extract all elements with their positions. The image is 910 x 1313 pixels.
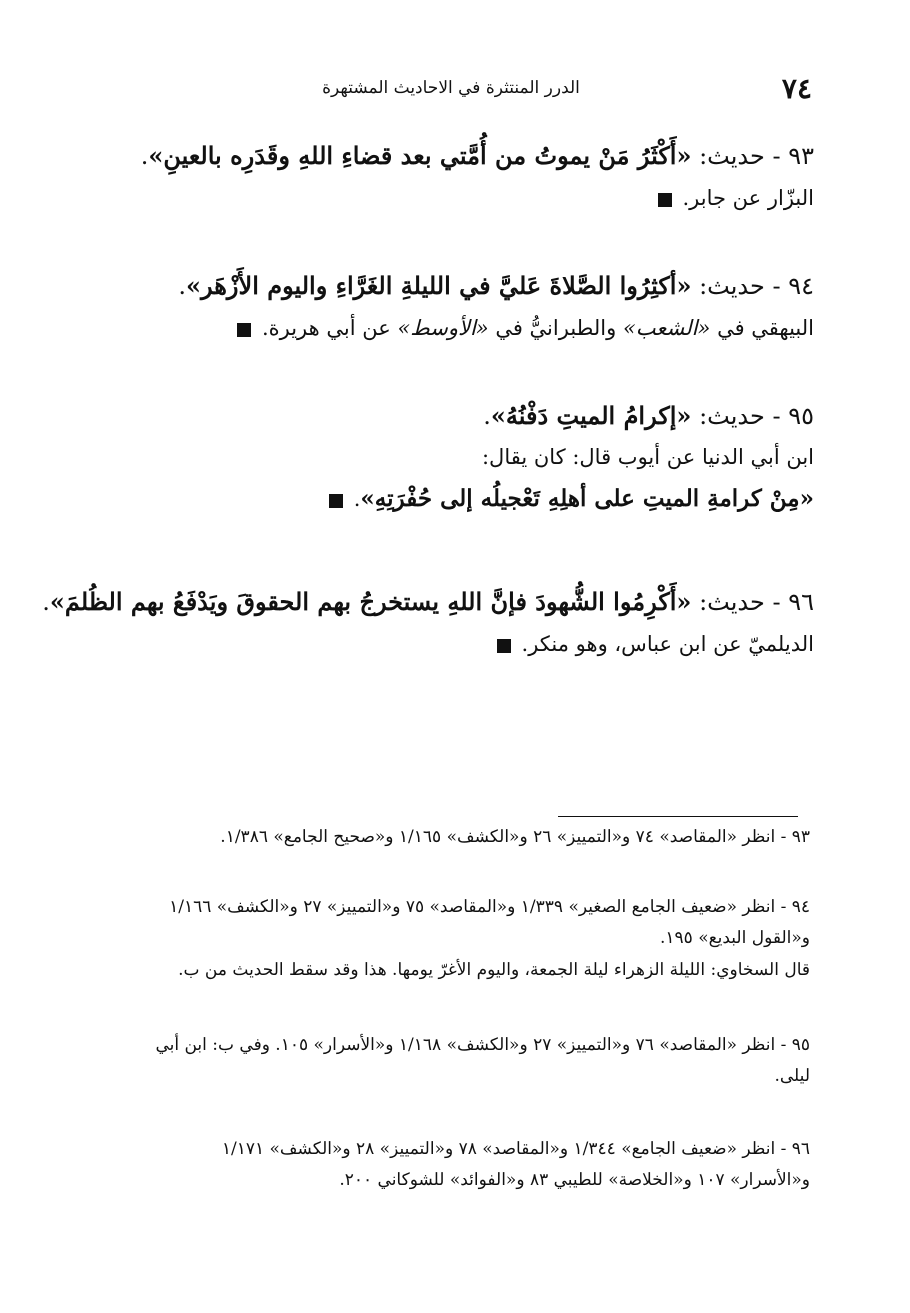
end-of-entry-mark xyxy=(497,639,511,653)
hadith-sources xyxy=(96,436,814,478)
sources-text: عن أبي هريرة. xyxy=(261,316,391,340)
hadith-sources xyxy=(96,176,814,220)
hadith-label: حديث xyxy=(707,588,765,616)
footnote-line: ليلى. xyxy=(774,1066,810,1087)
footnote-line: ٩٦ - انظر «ضعيف الجامع» ١/٣٤٤ و«المقاصد» ٧٨ و«التمييز» ٢٨ و«الكشف» ١/١٧١ xyxy=(221,1139,810,1159)
sources-text: الديلميّ عن ابن عباس، وهو منكر. xyxy=(521,632,814,656)
running-title: الدرر المنتثرة في الاحاديث المشتهرة xyxy=(322,78,580,98)
hadith-text: «إكرامُ الميتِ دَفْنُهُ» xyxy=(490,401,692,430)
footnote-line: و«القول البديع» ١٩٥. xyxy=(659,928,810,949)
footnote-94 xyxy=(88,892,810,986)
page-header xyxy=(90,72,812,106)
hadith-sources xyxy=(96,306,814,350)
footnote-line: ٩٥ - انظر «المقاصد» ٧٦ و«التمييز» ٢٧ و«الكشف» ١/١٦٨ و«الأسرار» ١٠٥. وفي ب: ابن أبي xyxy=(155,1035,810,1055)
hadith-entry-94 xyxy=(96,266,814,350)
page-number: ٧٤ xyxy=(781,72,812,105)
hadith-number: ٩٥ xyxy=(788,402,814,430)
hadith-entry-96 xyxy=(42,582,814,666)
sources-text: البزّار عن جابر. xyxy=(682,186,814,210)
hadith-text: «أَكْرِمُوا الشُّهودَ فإنَّ اللهِ يستخرجُ بهم الحقوقَ ويَدْفَعُ بهم الظُلمَ» xyxy=(49,587,692,616)
footnote-separator xyxy=(558,816,798,817)
hadith-number: ٩٦ xyxy=(788,588,814,616)
hadith-label: حديث xyxy=(707,272,765,300)
book-title: «الشعب» xyxy=(622,316,711,340)
footnote-line: قال السخاوي: الليلة الزهراء ليلة الجمعة، واليوم الأغرّ يومها. هذا وقد سقط الحديث من ب. xyxy=(178,959,810,980)
hadith-entry-95 xyxy=(96,396,814,520)
hadith-line: ٩٣ - حديث: «أَكْثَرُ مَنْ يموتُ من أُمَّتي بعد قضاءِ اللهِ وقَدَرِه بالعينِ». xyxy=(140,141,814,170)
end-of-entry-mark xyxy=(329,494,343,508)
hadith-sources xyxy=(96,622,814,666)
book-title: «الأوسط» xyxy=(397,316,489,340)
sources-text: والطبرانيُّ في xyxy=(495,316,617,340)
hadith-label: حديث xyxy=(707,402,765,430)
footnote-line: ٩٣ - انظر «المقاصد» ٧٤ و«التمييز» ٢٦ و«الكشف» ١/١٦٥ و«صحيح الجامع» ١/٣٨٦. xyxy=(220,827,810,847)
hadith-line: ٩٤ - حديث: «أكثِرُوا الصَّلاةَ عَليَّ في الليلةِ الغَرَّاءِ واليوم الأَزْهَر». xyxy=(178,271,814,300)
hadith-text: «أَكْثَرُ مَنْ يموتُ من أُمَّتي بعد قضاءِ اللهِ وقَدَرِه بالعينِ» xyxy=(148,141,692,170)
sources-text: البيهقي في xyxy=(717,316,814,340)
quote-text: «مِنْ كرامةِ الميتِ على أهلِهِ تَعْجيلُه إلى حُفْرَتِهِ» xyxy=(360,485,814,512)
hadith-line: ٩٥ - حديث: «إكرامُ الميتِ دَفْنُهُ». xyxy=(483,401,814,430)
end-of-entry-mark xyxy=(237,323,251,337)
footnote-96 xyxy=(88,1134,810,1197)
footnote-line: ٩٤ - انظر «ضعيف الجامع الصغير» ١/٣٣٩ و«المقاصد» ٧٥ و«التمييز» ٢٧ و«الكشف» ١/١٦٦ xyxy=(169,897,810,917)
footnote-95 xyxy=(88,1030,810,1093)
end-of-entry-mark xyxy=(658,193,672,207)
sources-text: ابن أبي الدنيا عن أيوب قال: كان يقال: xyxy=(481,445,814,469)
quoted-saying: «مِنْ كرامةِ الميتِ على أهلِهِ تَعْجيلُه إلى حُفْرَتِهِ». xyxy=(96,478,814,520)
hadith-number: ٩٣ xyxy=(788,142,814,170)
hadith-line: ٩٦ - حديث: «أَكْرِمُوا الشُّهودَ فإنَّ اللهِ يستخرجُ بهم الحقوقَ ويَدْفَعُ بهم الظُلمَ». xyxy=(42,587,814,616)
footnote-line: و«الأسرار» ١٠٧ و«الخلاصة» للطيبي ٨٣ و«الفوائد» للشوكاني ٢٠٠. xyxy=(339,1170,810,1191)
hadith-entry-93 xyxy=(96,136,814,220)
hadith-label: حديث xyxy=(707,142,765,170)
footnote-93 xyxy=(88,822,810,853)
hadith-number: ٩٤ xyxy=(788,272,814,300)
hadith-text: «أكثِرُوا الصَّلاةَ عَليَّ في الليلةِ الغَرَّاءِ واليوم الأَزْهَر» xyxy=(186,271,692,300)
